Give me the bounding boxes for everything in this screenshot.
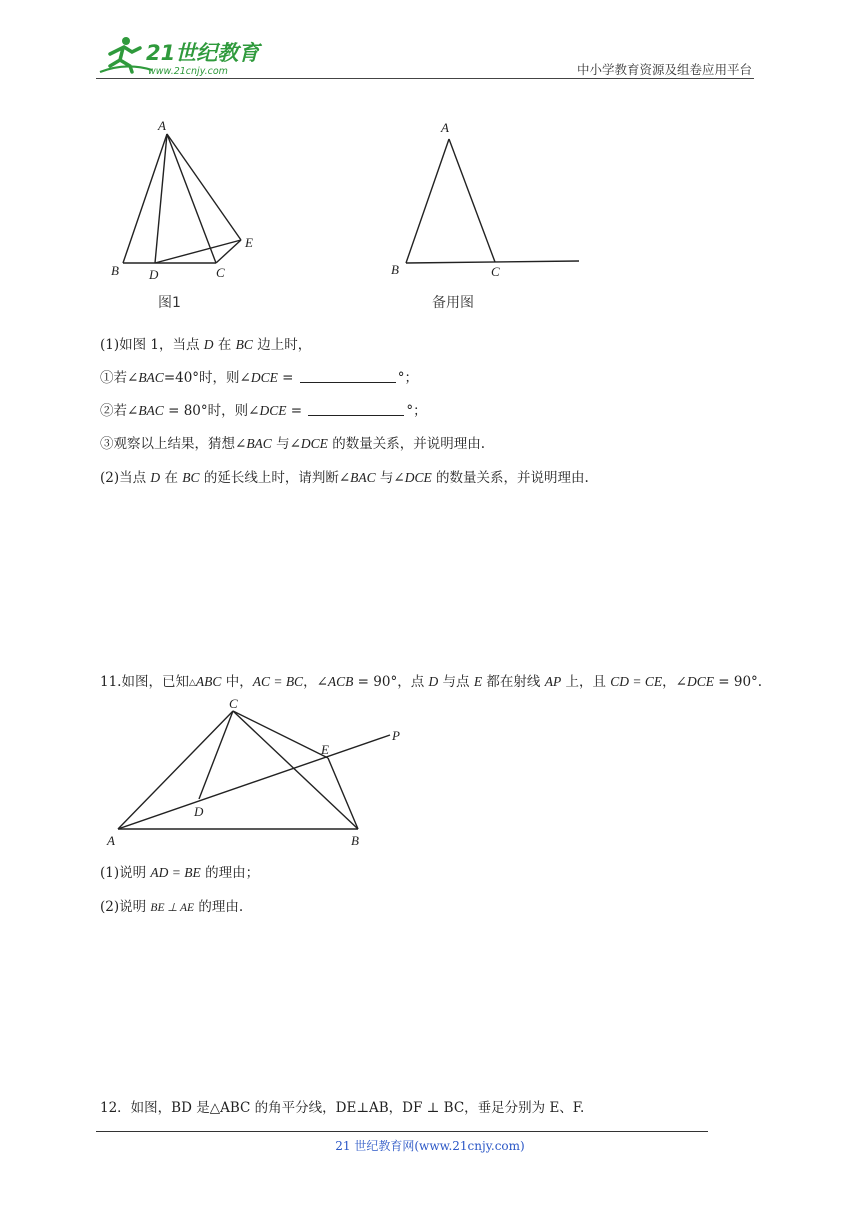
footer-divider (96, 1131, 708, 1132)
runner-logo-icon (100, 37, 152, 72)
q10-item1: ①若∠BAC=40°时，则∠DCE = °； (100, 370, 419, 386)
fig1-label-d: D (149, 267, 159, 282)
q11-stem: 11.如图，已知△ABC 中，AC = BC，∠ACB = 90°，点 D 与点 E 都在射线 AP 上，且 CD = CE，∠DCE = 90°. (100, 674, 763, 690)
figure-q11-diagram (100, 695, 410, 855)
logo-url: www.21cnjy.com (148, 66, 228, 77)
fig3-label-a: A (107, 833, 115, 848)
site-name: 中小学教育资源及组卷应用平台 (576, 62, 752, 77)
backup-figure-caption: 备用图 (432, 295, 474, 311)
q10-item2: ②若∠BAC = 80°时，则∠DCE = °； (100, 403, 427, 419)
backup-figure-diagram (385, 115, 585, 283)
q11-part2: (2)说明 BE ⊥ AE 的理由. (100, 899, 244, 915)
fig2-label-b: B (391, 262, 399, 277)
fig1-label-e: E (245, 235, 253, 250)
fig3-label-b: B (351, 833, 359, 848)
fig3-label-e: E (321, 742, 329, 757)
fig2-label-a: A (441, 120, 449, 135)
figure-q11-lines (118, 711, 390, 829)
fig2-label-c: C (491, 264, 500, 279)
fig3-label-d: D (194, 804, 204, 819)
figure-1-diagram (100, 110, 270, 282)
fig1-label-a: A (158, 118, 166, 133)
header-divider (96, 78, 754, 79)
footer-link[interactable]: 21 世纪教育网(www.21cnjy.com) (335, 1139, 525, 1153)
answer-blank-1[interactable] (300, 370, 396, 383)
q10-part2: (2)当点 D 在 BC 的延长线上时，请判断∠BAC 与∠DCE 的数量关系，并说明理由. (100, 470, 589, 486)
q12-stem: 12．如图，BD 是△ABC 的角平分线，DE⊥AB，DF ⊥ BC，垂足分别为 E、F. (100, 1100, 585, 1116)
fig3-label-p: P (392, 728, 400, 743)
figure-1-lines (123, 134, 241, 263)
fig3-label-c: C (229, 696, 238, 711)
logo-text: 21世纪教育 (146, 41, 260, 65)
q11-part1: (1)说明 AD = BE 的理由； (100, 865, 260, 881)
q10-item3: ③观察以上结果，猜想∠BAC 与∠DCE 的数量关系，并说明理由. (100, 436, 486, 452)
fig1-label-c: C (216, 265, 225, 280)
site-logo (96, 32, 266, 80)
backup-figure-lines (406, 139, 579, 263)
figure-1-caption: 图1 (158, 295, 181, 311)
fig1-label-b: B (111, 263, 119, 278)
q10-part1: (1)如图 1，当点 D 在 BC 边上时， (100, 337, 312, 353)
answer-blank-2[interactable] (308, 403, 404, 416)
